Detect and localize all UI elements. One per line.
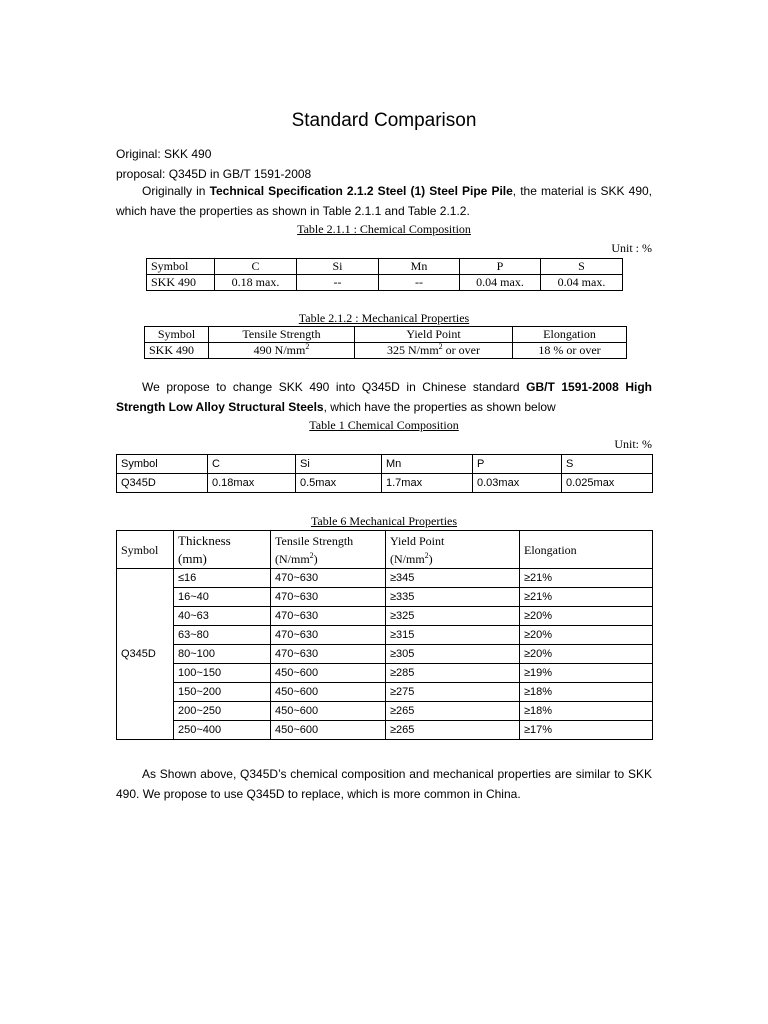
table-header-row — [117, 531, 653, 569]
table-cell: ≥19% — [520, 664, 653, 683]
header-elongation: Elongation — [520, 531, 653, 569]
header-cell: Elongation — [513, 327, 627, 343]
intro-text-1: Originally in — [142, 184, 210, 198]
original-line: Original: SKK 490 — [116, 147, 212, 161]
table-cell: ≥20% — [520, 607, 653, 626]
table-cell: ≥335 — [386, 588, 520, 607]
intro-text-2: , the material is SKK 490, which have the properties as shown in Table 2.1.1 and Table 2.1.2. — [116, 184, 653, 218]
table-cell: 100~150 — [174, 664, 271, 683]
table-cell: 470~630 — [271, 588, 386, 607]
header-cell: S — [562, 455, 653, 474]
table-cell: 0.5max — [296, 474, 382, 493]
header-tensile-2: (N/mm — [275, 551, 310, 566]
table-2-1-1-chemical — [146, 258, 623, 291]
header-cell: Mn — [379, 259, 460, 275]
table-cell: ≥315 — [386, 626, 520, 645]
header-thickness-1: Thickness — [178, 532, 231, 548]
table-row — [117, 626, 653, 645]
intro-paragraph — [116, 181, 652, 221]
table-row — [117, 702, 653, 721]
table-cell: 150~200 — [174, 683, 271, 702]
header-cell: Tensile Strength — [209, 327, 355, 343]
header-cell: Mn — [382, 455, 473, 474]
table-2-1-2-mechanical — [144, 326, 627, 359]
table-row — [117, 721, 653, 740]
table-cell: 80~100 — [174, 645, 271, 664]
table-cell: ≥285 — [386, 664, 520, 683]
table-header-row — [147, 259, 623, 275]
table-cell: ≥21% — [520, 569, 653, 588]
header-cell: C — [208, 455, 296, 474]
table-row — [117, 607, 653, 626]
table-cell: 470~630 — [271, 645, 386, 664]
table-cell: 450~600 — [271, 664, 386, 683]
table-cell: ≥21% — [520, 588, 653, 607]
table-cell: 0.18max — [208, 474, 296, 493]
header-yield-2: (N/mm — [390, 551, 425, 566]
symbol-cell: Q345D — [117, 569, 174, 740]
table-row — [117, 569, 653, 588]
table-cell: ≥305 — [386, 645, 520, 664]
table-cell: ≥275 — [386, 683, 520, 702]
table-cell: 18 % or over — [513, 343, 627, 359]
table-1-caption: Table 1 Chemical Composition — [309, 418, 459, 432]
table-row — [117, 588, 653, 607]
header-cell: Symbol — [117, 455, 208, 474]
proposal-text-2: , which have the properties as shown below — [323, 400, 556, 414]
proposal-bold-standard: GB/T 1591-2008 High Strength Low Alloy Structural Steels — [116, 380, 652, 414]
table-cell: ≥18% — [520, 702, 653, 721]
table-cell: 0.04 max. — [541, 275, 623, 291]
superscript: 2 — [305, 342, 310, 351]
table-header-row — [145, 327, 627, 343]
table-cell: 450~600 — [271, 683, 386, 702]
header-cell: S — [541, 259, 623, 275]
table-cell: 250~400 — [174, 721, 271, 740]
table-cell: ≥20% — [520, 645, 653, 664]
header-cell: Symbol — [147, 259, 215, 275]
table-header-row — [117, 455, 653, 474]
table-cell: ≥20% — [520, 626, 653, 645]
header-yield-end: ) — [428, 551, 433, 566]
header-tensile — [271, 531, 386, 569]
table-cell — [209, 343, 355, 359]
table-cell: SKK 490 — [145, 343, 209, 359]
table-cell: 1.7max — [382, 474, 473, 493]
table-cell: 200~250 — [174, 702, 271, 721]
table-cell: ≥17% — [520, 721, 653, 740]
proposal-line: proposal: Q345D in GB/T 1591-2008 — [116, 167, 312, 181]
table-1-unit: Unit: % — [614, 437, 652, 451]
header-tensile-end: ) — [313, 551, 318, 566]
table-cell — [355, 343, 513, 359]
table-row — [117, 664, 653, 683]
table-cell: 40~63 — [174, 607, 271, 626]
conclusion-paragraph — [116, 764, 652, 804]
table-cell: Q345D — [117, 474, 208, 493]
intro-bold-spec: Technical Specification 2.1.2 Steel (1) Steel Pipe Pile — [209, 184, 513, 198]
table-cell: ≥345 — [386, 569, 520, 588]
header-cell: C — [215, 259, 297, 275]
table-cell: ≤16 — [174, 569, 271, 588]
header-cell: Si — [297, 259, 379, 275]
table-2-1-1-caption: Table 2.1.1 : Chemical Composition — [297, 222, 471, 236]
table-cell: 0.18 max. — [215, 275, 297, 291]
table-row — [145, 343, 627, 359]
table-2-1-2-caption: Table 2.1.2 : Mechanical Properties — [298, 311, 470, 325]
table-6-caption: Table 6 Mechanical Properties — [310, 514, 458, 528]
table-1-chemical — [116, 454, 653, 493]
table-cell: SKK 490 — [147, 275, 215, 291]
superscript: 2 — [438, 342, 443, 351]
proposal-paragraph — [116, 377, 652, 417]
table-cell: 16~40 — [174, 588, 271, 607]
header-cell: Symbol — [145, 327, 209, 343]
table-row — [117, 474, 653, 493]
header-symbol: Symbol — [117, 531, 174, 569]
table-cell: 470~630 — [271, 569, 386, 588]
table-cell: 0.03max — [473, 474, 562, 493]
proposal-text-1: We propose to change SKK 490 into Q345D in Chinese standard — [142, 380, 527, 394]
table-cell: 63~80 — [174, 626, 271, 645]
table-cell: 450~600 — [271, 702, 386, 721]
table-row — [147, 275, 623, 291]
table-cell: ≥265 — [386, 721, 520, 740]
table-cell: -- — [297, 275, 379, 291]
table-row — [117, 645, 653, 664]
header-yield-1: Yield Point — [390, 533, 445, 548]
table-2-1-1-unit: Unit : % — [611, 241, 652, 255]
superscript: 2 — [309, 550, 314, 560]
header-cell: Yield Point — [355, 327, 513, 343]
table-cell: 470~630 — [271, 626, 386, 645]
table-cell: 450~600 — [271, 721, 386, 740]
header-tensile-1: Tensile Strength — [275, 533, 354, 548]
table-cell: 0.04 max. — [460, 275, 541, 291]
table-cell: 470~630 — [271, 607, 386, 626]
table-6-mechanical — [116, 530, 653, 740]
table-cell: ≥265 — [386, 702, 520, 721]
table-cell: -- — [379, 275, 460, 291]
table-row — [117, 683, 653, 702]
yield-suffix: or over — [442, 343, 480, 357]
conclusion-text: As Shown above, Q345D’s chemical composition and mechanical properties are similar to SKK 490. We propose to use Q345D to replace, which is more common in China. — [116, 767, 652, 801]
header-cell: Si — [296, 455, 382, 474]
table-cell: 0.025max — [562, 474, 653, 493]
tensile-value: 490 N/mm — [253, 343, 306, 357]
header-thickness — [174, 531, 271, 569]
header-cell: P — [473, 455, 562, 474]
table-cell: ≥18% — [520, 683, 653, 702]
header-cell: P — [460, 259, 541, 275]
header-thickness-2: (mm) — [178, 550, 207, 566]
page-title: Standard Comparison — [291, 110, 477, 131]
header-yield — [386, 531, 520, 569]
yield-value: 325 N/mm — [387, 343, 439, 357]
superscript: 2 — [424, 550, 429, 560]
table-cell: ≥325 — [386, 607, 520, 626]
